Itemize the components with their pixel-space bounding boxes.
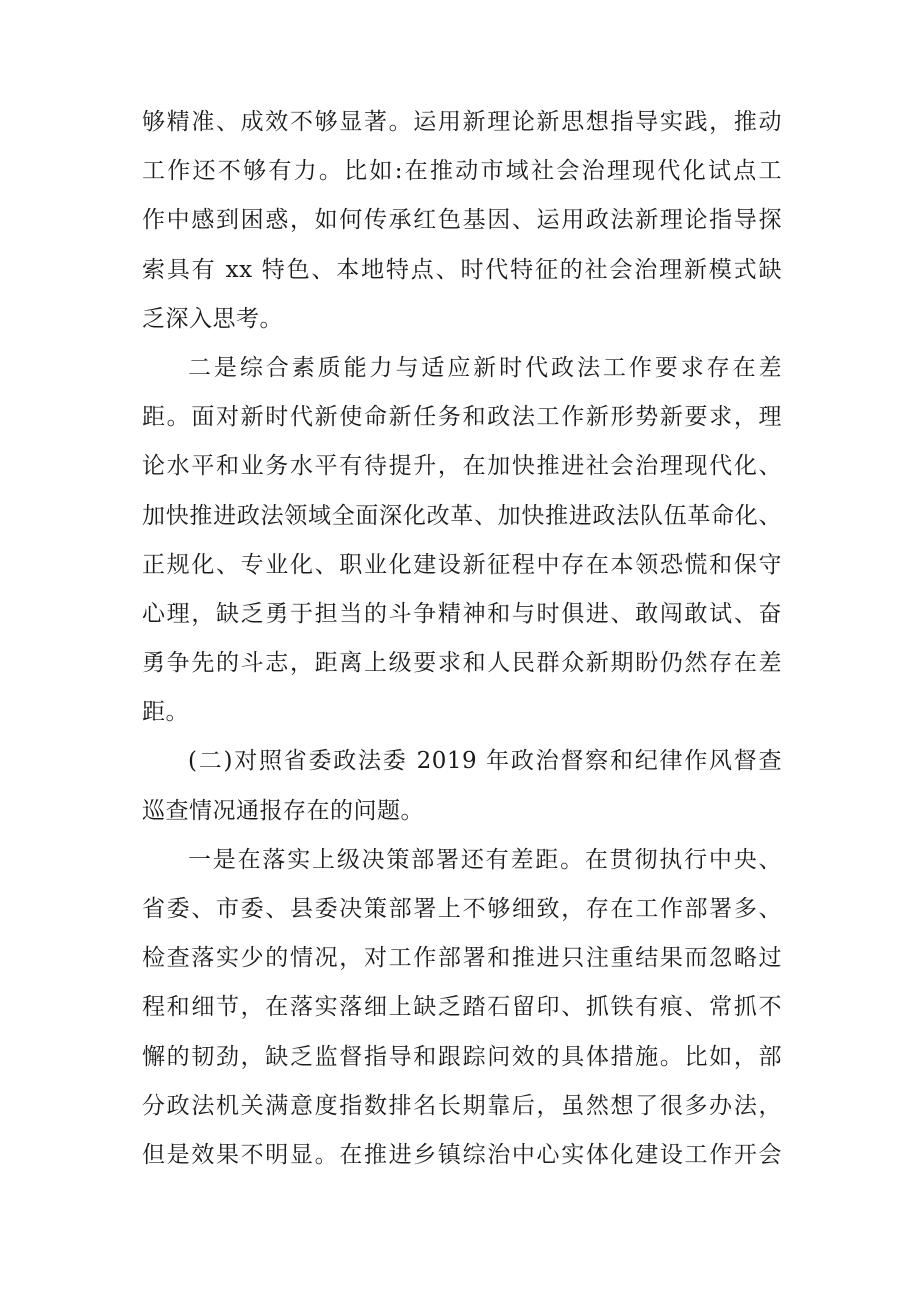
text-line: 程和细节，在落实落细上缺乏踏石留印、抓铁有痕、常抓不	[142, 994, 782, 1021]
text-line: 检查落实少的情况，对工作部署和推进只注重结果而忽略过	[142, 945, 782, 972]
text-line: 勇争先的斗志，距离上级要求和人民群众新期盼仍然存在差	[142, 650, 782, 677]
text-line: 作中感到困惑，如何传承红色基因、运用政法新理论指导探	[142, 207, 782, 234]
text-line: 懈的韧劲，缺乏监督指导和跟踪问效的具体措施。比如，部	[142, 1043, 782, 1070]
text-line: 分政法机关满意度指数排名长期靠后，虽然想了很多办法，	[142, 1092, 782, 1119]
body-text	[142, 98, 782, 1180]
text-line: 心理，缺乏勇于担当的斗争精神和与时俱进、敢闯敢试、奋	[142, 600, 782, 627]
section-heading-line: (二)对照省委政法委 2019 年政治督察和纪律作风督查	[188, 748, 782, 775]
text-line: 索具有 xx 特色、本地特点、时代特征的社会治理新模式缺	[142, 256, 782, 283]
text-line: 乏深入思考。	[142, 305, 283, 332]
paragraph-start-line: 一是在落实上级决策部署还有差距。在贯彻执行中央、	[188, 846, 782, 873]
text-line: 距。	[142, 699, 189, 726]
text-line: 工作还不够有力。比如:在推动市域社会治理现代化试点工	[142, 158, 782, 185]
text-line: 省委、市委、县委决策部署上不够细致，存在工作部署多、	[142, 896, 782, 922]
section-heading-line: 巡查情况通报存在的问题。	[142, 797, 424, 824]
paragraph-start-line: 二是综合素质能力与适应新时代政法工作要求存在差	[188, 354, 782, 381]
text-line: 论水平和业务水平有待提升，在加快推进社会治理现代化、	[142, 453, 782, 480]
text-line: 但是效果不明显。在推进乡镇综治中心实体化建设工作开会	[142, 1141, 782, 1168]
text-line: 正规化、专业化、职业化建设新征程中存在本领恐慌和保守	[142, 551, 782, 578]
text-line: 加快推进政法领域全面深化改革、加快推进政法队伍革命化、	[142, 502, 782, 529]
text-line: 够精准、成效不够显著。运用新理论新思想指导实践，推动	[142, 109, 782, 135]
text-line: 距。面对新时代新使命新任务和政法工作新形势新要求，理	[142, 404, 782, 431]
